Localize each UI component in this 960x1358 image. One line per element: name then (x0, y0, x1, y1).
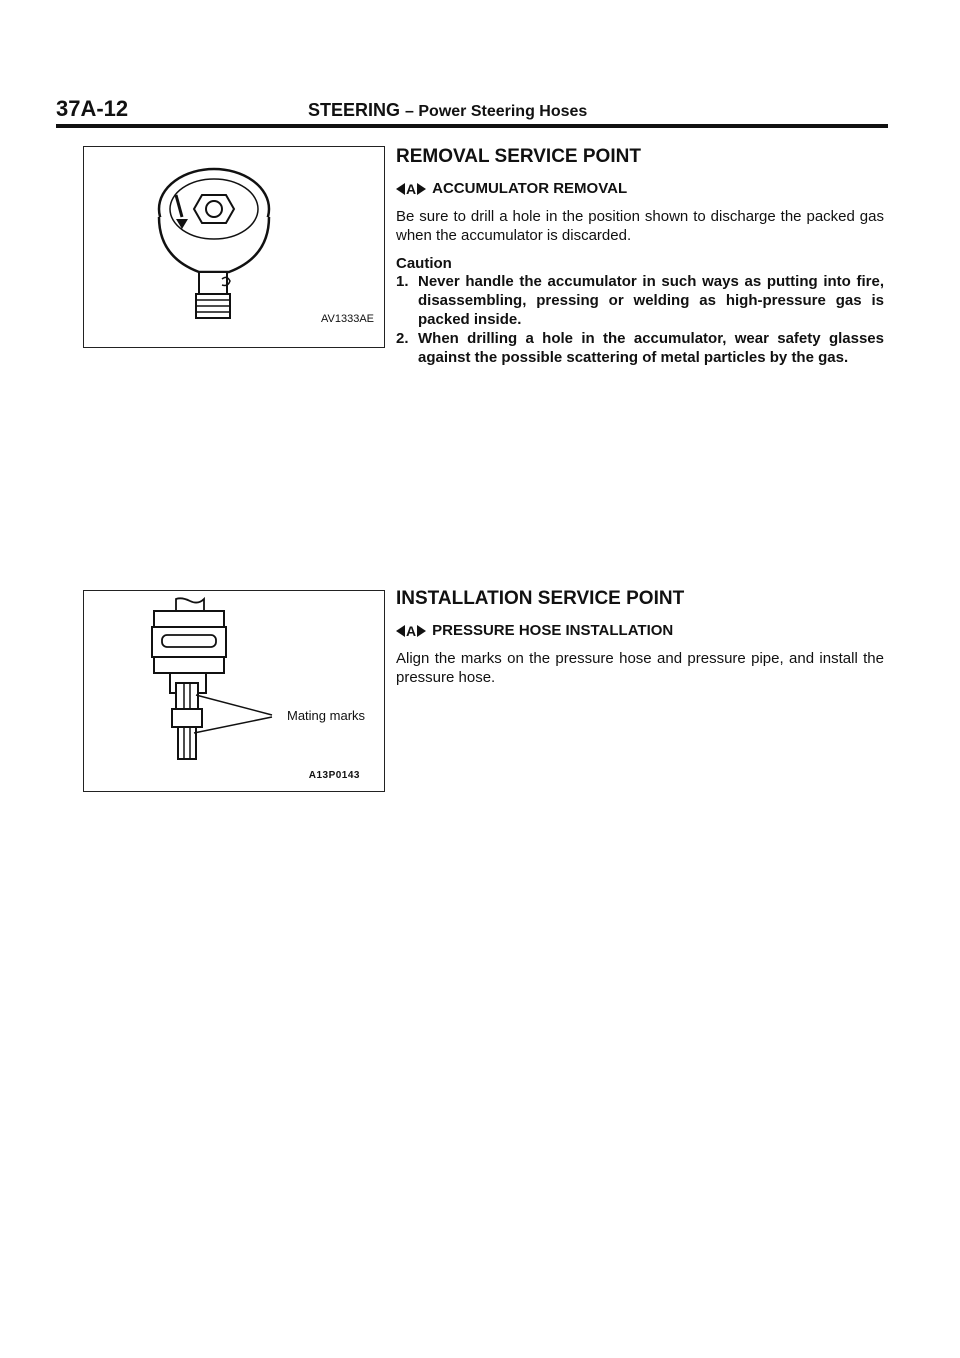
header-rule (56, 124, 888, 128)
installation-subtitle: PRESSURE HOSE INSTALLATION (432, 622, 674, 639)
caution-list (396, 272, 884, 367)
hose-installation-heading (396, 622, 884, 639)
step-badge-icon: A (396, 623, 426, 639)
section-name: STEERING (308, 100, 401, 120)
accumulator-removal-heading (396, 180, 884, 197)
caution-title: Caution (396, 255, 452, 272)
removal-subtitle: ACCUMULATOR REMOVAL (432, 180, 628, 197)
figure-code: AV1333AE (320, 313, 374, 325)
removal-title: REMOVAL SERVICE POINT (396, 146, 641, 167)
section-title (308, 100, 587, 121)
list-item: 2. When drilling a hole in the accumulator, wear safety glasses against the possible scattering of metal particles by the gas. (396, 330, 884, 366)
subsection-name: – Power Steering Hoses (405, 103, 588, 120)
page-number: 37A-12 (56, 96, 129, 121)
removal-body: Be sure to drill a hole in the position shown to discharge the packed gas when the accumulator is discarded. (396, 208, 884, 244)
mating-marks-label: Mating marks (287, 708, 366, 723)
removal-section (396, 146, 884, 367)
installation-section (396, 588, 884, 697)
figure-code: A13P0143 (308, 770, 360, 781)
installation-title: INSTALLATION SERVICE POINT (396, 588, 685, 609)
accumulator-figure (83, 146, 385, 348)
step-badge-icon: A (396, 181, 426, 197)
pressure-hose-figure (83, 590, 385, 792)
installation-body: Align the marks on the pressure hose and pressure pipe, and install the pressure hose. (396, 650, 884, 686)
pressure-hose-drawing (84, 591, 384, 791)
list-item: 1. Never handle the accumulator in such ways as putting into fire, disassembling, pressing or welding as high-pressure gas is packed inside. (396, 273, 884, 328)
